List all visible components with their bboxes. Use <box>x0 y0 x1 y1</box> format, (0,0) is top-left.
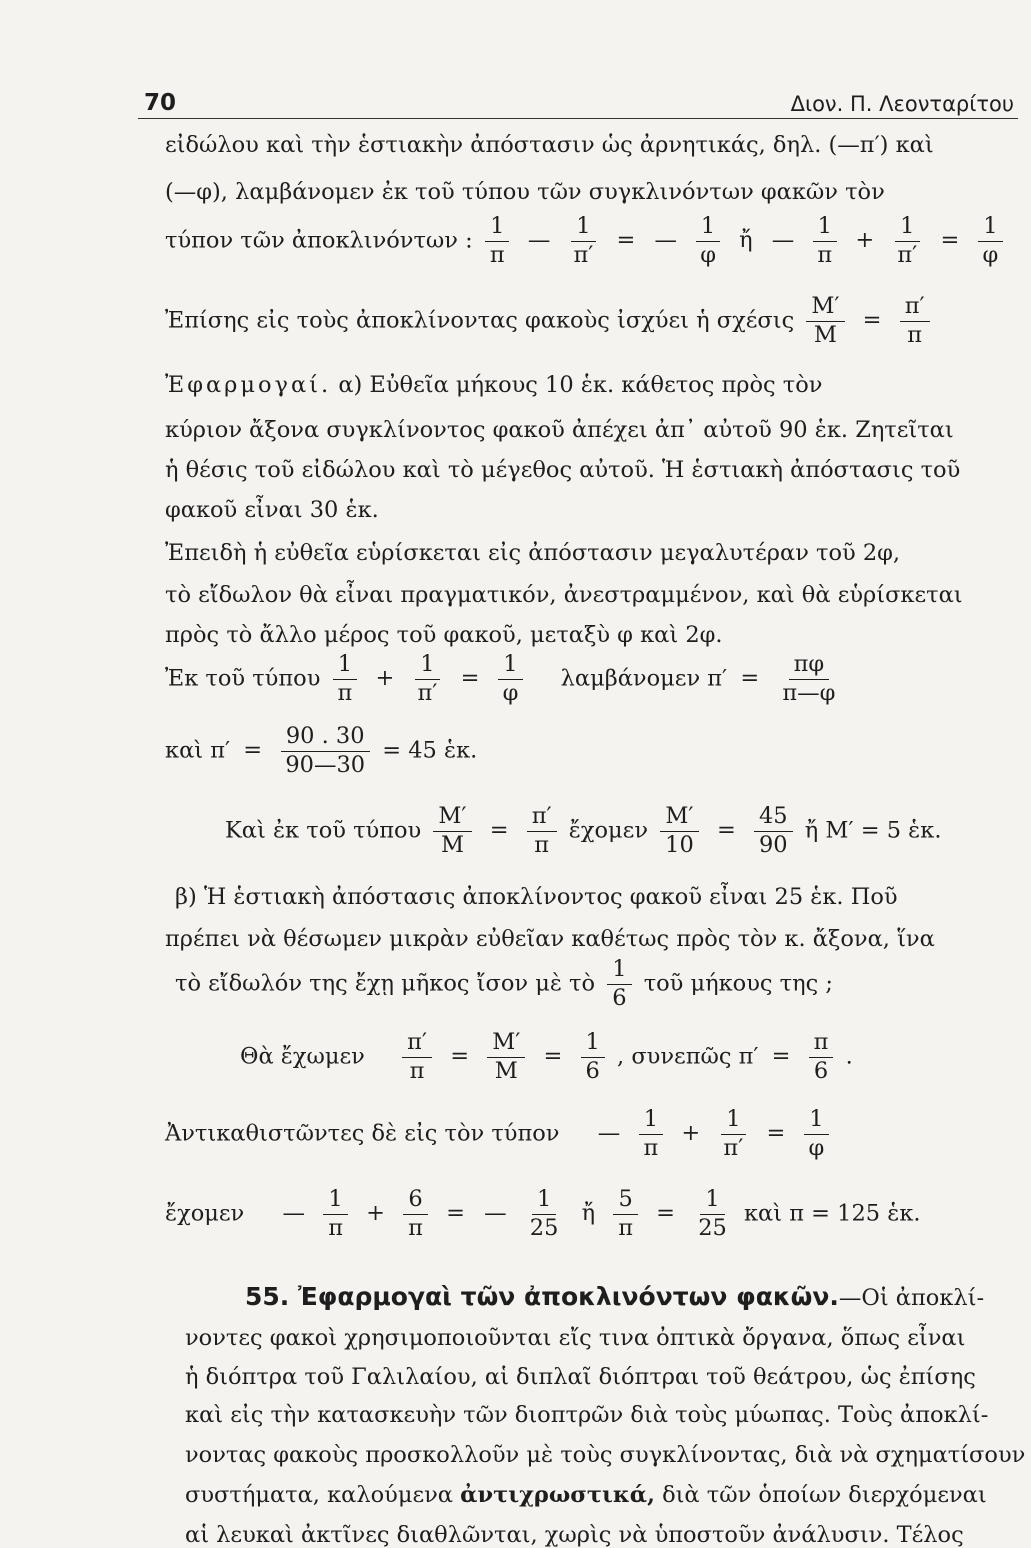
fraction: $\frac{1}{25}$ <box>698 1186 727 1241</box>
formula-line-lens-equation: τύπον τῶν ἀποκλινόντων : $\frac{1}{\pi}$ — $\frac{1}{\pi'}$ = — $\frac{1}{\varphi}$ ἤ — $\frac{1}{\pi}$ + $\frac{1}{\pi'}$ = $\frac{1}{\varphi}$ <box>165 214 1008 269</box>
text-line: εἰδώλου καὶ τὴν ἑστιακὴν ἀπόστασιν ὡς ἀρνητικάς, δηλ. (—π′) καὶ <box>165 132 934 158</box>
fraction: $\frac{\pi'}{\pi}$ <box>527 804 557 859</box>
fraction: $\frac{\pi}{6}$ <box>809 1030 834 1085</box>
text-line: καὶ εἰς τὴν κατασκευὴν τῶν διοπτρῶν διὰ τοὺς μύωπας. Τοὺς ἀποκλί- <box>185 1402 989 1428</box>
fraction: $\frac{1}{\varphi}$ <box>695 214 721 269</box>
text-line: νοντας φακοὺς προσκολλοῦν μὲ τοὺς συγκλίνοντας, διὰ νὰ σχηματίσουν <box>185 1442 1026 1468</box>
fraction: $\frac{\pi'}{\pi}$ <box>402 1030 432 1085</box>
formula-line-question: τὸ εἴδωλόν της ἔχῃ μῆκος ἴσον μὲ τὸ $\frac{1}{6}$ τοῦ μήκους της ; <box>175 956 833 1011</box>
fraction: $\frac{1}{\pi'}$ <box>718 1107 748 1162</box>
page-number: 70 <box>144 90 177 116</box>
formula-line-size: Καὶ ἐκ τοῦ τύπου $\frac{M'}{M}$ = $\frac{\pi'}{\pi}$ ἔχομεν $\frac{M'}{10}$ = $\frac{45}{90}$ ἤ M′ = 5 ἑκ. <box>225 803 942 858</box>
formula-line-image-distance: Ἐκ τοῦ τύπου $\frac{1}{\pi}$ + $\frac{1}{\pi'}$ = $\frac{1}{\varphi}$ λαμβάνομεν π′ = $\frac{\pi\varphi}{\pi—\varphi}$ <box>165 652 845 707</box>
text-line: φακοῦ εἶναι 30 ἑκ. <box>165 497 379 523</box>
text-line: ἡ διόπτρα τοῦ Γαλιλαίου, αἱ διπλαῖ διόπτραι τοῦ θεάτρου, ὡς ἐπίσης <box>185 1364 976 1390</box>
fraction: $\frac{1}{\varphi}$ <box>498 652 524 707</box>
fraction: $\frac{1}{\pi}$ <box>812 214 837 269</box>
fraction: $\frac{1}{\pi'}$ <box>568 214 598 269</box>
text-line: κύριον ἄξονα συγκλίνοντος φακοῦ ἀπέχει ἀπ᾽ αὐτοῦ 90 ἑκ. Ζητεῖται <box>165 417 954 443</box>
fraction: $\frac{1}{\pi}$ <box>323 1187 348 1242</box>
text-line: νοντες φακοὶ χρησιμοποιοῦνται εἴς τινα ὀπτικὰ ὄργανα, ὅπως εἶναι <box>185 1325 966 1351</box>
fraction: $\frac{1}{\pi}$ <box>333 652 358 707</box>
fraction: $\frac{1}{\varphi}$ <box>804 1107 830 1162</box>
fraction: $\frac{1}{6}$ <box>607 957 631 1012</box>
fraction: $\frac{6}{\pi}$ <box>403 1187 428 1242</box>
fraction: $\frac{M'}{M}$ <box>433 804 471 859</box>
fraction: $\frac{1}{\pi'}$ <box>892 214 922 269</box>
running-head-author: Διον. Π. Λεονταρίτου <box>790 92 1014 116</box>
fraction: $\frac{1}{\pi}$ <box>638 1107 663 1162</box>
text-line: ἡ θέσις τοῦ εἰδώλου καὶ τὸ μέγεθος αὐτοῦ. Ἡ ἑστιακὴ ἀπόστασις τοῦ <box>165 457 961 483</box>
fraction: $\frac{45}{90}$ <box>754 804 793 859</box>
fraction: $\frac{\pi'}{\pi}$ <box>900 294 930 349</box>
text-line: Ἐπειδὴ ἡ εὐθεῖα εὑρίσκεται εἰς ἀπόστασιν μεγαλυτέραν τοῦ 2φ, <box>165 540 901 566</box>
fraction: $\frac{M'}{M}$ <box>487 1030 525 1085</box>
text-line: πρέπει νὰ θέσωμεν μικρὰν εὐθεῖαν καθέτως πρὸς τὸν κ. ἄξονα, ἵνα <box>165 926 935 952</box>
fraction: $\frac{5}{\pi}$ <box>613 1187 638 1242</box>
text-line: τὸ εἴδωλον θὰ εἶναι πραγματικόν, ἀνεστραμμένον, καὶ θὰ εὑρίσκεται <box>165 582 963 608</box>
formula-line-solution: ἔχομεν — $\frac{1}{\pi}$ + $\frac{6}{\pi}$ = — $\frac{1}{25}$ ἤ $\frac{5}{\pi}$ = $\frac{1}{25}$ καὶ π = 125 ἑκ. <box>165 1186 921 1241</box>
fraction: $\frac{1}{\pi}$ <box>485 214 510 269</box>
text-line: πρὸς τὸ ἄλλο μέρος τοῦ φακοῦ, μεταξὺ φ καὶ 2φ. <box>165 622 723 648</box>
fraction: $\frac{M'}{M}$ <box>806 294 844 349</box>
text-line: (—φ), λαμβάνομεν ἐκ τοῦ τύπου τῶν συγκλινόντων φακῶν τὸν <box>165 179 885 205</box>
fraction: $\frac{1}{\varphi}$ <box>977 214 1003 269</box>
text-line: β) Ἡ ἑστιακὴ ἀπόστασις ἀποκλίνοντος φακοῦ εἶναι 25 ἑκ. Ποῦ <box>175 884 898 910</box>
formula-line-substitution: Ἀντικαθιστῶντες δὲ εἰς τὸν τύπον — $\frac{1}{\pi}$ + $\frac{1}{\pi'}$ = $\frac{1}{\varphi}$ <box>165 1107 834 1162</box>
fraction: $\frac{1}{\pi'}$ <box>413 652 443 707</box>
fraction: $\frac{M'}{10}$ <box>660 804 699 859</box>
fraction: $\frac{90 . 30}{90—30}$ <box>280 724 370 779</box>
text-line: αἱ λευκαὶ ἀκτῖνες διαθλῶνται, χωρὶς νὰ ὑποστοῦν ἀνάλυσιν. Τέλος <box>185 1522 964 1548</box>
fraction: $\frac{\pi\varphi}{\pi—\varphi}$ <box>782 651 836 706</box>
running-header <box>138 80 1018 119</box>
formula-line-result: καὶ π′ = $\frac{90 . 30}{90—30}$ = 45 ἑκ. <box>165 723 478 778</box>
formula-line-magnification: Ἐπίσης εἰς τοὺς ἀποκλίνοντας φακοὺς ἰσχύει ἡ σχέσις $\frac{M'}{M}$ = $\frac{\pi'}{\pi}$ <box>165 294 935 349</box>
bold-term: ἀντιχρωστικά, <box>460 1482 655 1508</box>
fraction: $\frac{1}{6}$ <box>581 1030 605 1085</box>
text-line-with-bold-term: συστήματα, καλούμενα ἀντιχρωστικά, διὰ τῶν ὁποίων διερχόμεναι <box>185 1482 987 1508</box>
fraction: $\frac{1}{25}$ <box>529 1186 559 1241</box>
section-heading-55: 55. Ἐφαρμογαὶ τῶν ἀποκλινόντων φακῶν.—Οἱ ἀποκλί- <box>245 1282 985 1311</box>
applications-heading-line: Ἐφαρμογαί. α) Εὐθεῖα μήκους 10 ἑκ. κάθετος πρὸς τὸν <box>165 372 823 398</box>
formula-line-ratio: Θὰ ἔχωμεν $\frac{\pi'}{\pi}$ = $\frac{M'}{M}$ = $\frac{1}{6}$ , συνεπῶς π′ = $\frac{\pi}{6}$ . <box>240 1029 853 1084</box>
